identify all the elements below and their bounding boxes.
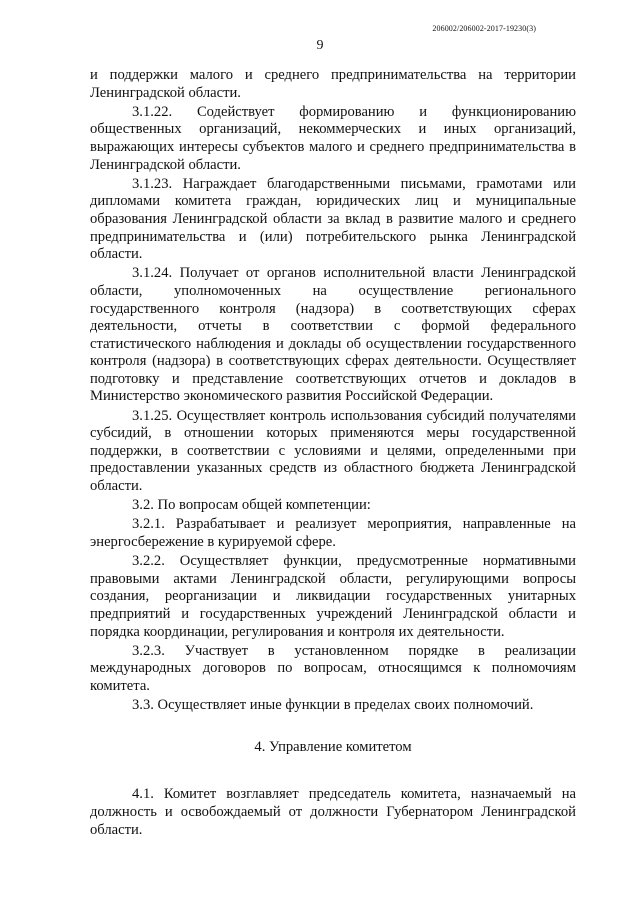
paragraph-4-1: 4.1. Комитет возглавляет председатель комитета, назначаемый на должность и освобождаемый от должности Губернатором Ленинградской области. [90, 786, 576, 838]
document-number: 206002/206002-2017-19230(3) [432, 24, 536, 33]
paragraph-3-1-24: 3.1.24. Получает от органов исполнительной власти Ленинградской области, уполномоченных на осуществление регионального государственного контроля (надзора) в соответствующих сферах деятельности, отчеты в соответствии с формой федерального статистического наблюдения и доклады об осуществлении государственного контроля (надзора) в соответствующих сферах деятельности. Осуществляет подготовку и представление соответствующих отчетов и докладов в Министерство экономического развития Российской Федерации. [90, 265, 576, 405]
paragraph-continuation: и поддержки малого и среднего предпринимательства на территории Ленинградской области. [90, 67, 576, 101]
paragraph-3-2-1: 3.2.1. Разрабатывает и реализует мероприятия, направленные на энергосбережение в курируемой сфере. [90, 516, 576, 550]
page-number: 9 [316, 38, 324, 53]
paragraph-3-2-3: 3.2.3. Участвует в установленном порядке в реализации международных договоров по вопросам, относящимся к полномочиям комитета. [90, 642, 576, 694]
paragraph-3-3: 3.3. Осуществляет иные функции в пределах своих полномочий. [132, 697, 534, 714]
paragraph-3-1-25: 3.1.25. Осуществляет контроль использования субсидий получателями субсидий, в отношении которых применяются меры государственной поддержки, в соответствии с условиями и целями, определенными при предоставлении указанных средств из областного бюджета Ленинградской области. [90, 407, 576, 495]
section-heading: 4. Управление комитетом [254, 738, 412, 755]
paragraph-3-1-22: 3.1.22. Содействует формированию и функционированию общественных организаций, некоммерческих и иных организаций, выражающих интересы субъектов малого и среднего предпринимательства в Ленинградской области. [90, 103, 576, 173]
paragraph-3-1-23: 3.1.23. Награждает благодарственными письмами, грамотами или дипломами комитета граждан, юридических лиц и муниципальные образования Ленинградской области за вклад в развитие малого и среднего предпринимательства и (или) потребительского рынка Ленинградской области. [90, 175, 576, 263]
paragraph-3-2-2: 3.2.2. Осуществляет функции, предусмотренные нормативными правовыми актами Ленинградской области, регулирующими вопросы создания, реорганизации и ликвидации государственных унитарных предприятий и государственных учреждений Ленинградской области и порядка координации, регулирования и контроля их деятельности. [90, 553, 576, 640]
document-body [90, 67, 576, 841]
paragraph-3-2: 3.2. По вопросам общей компетенции: [132, 497, 371, 514]
